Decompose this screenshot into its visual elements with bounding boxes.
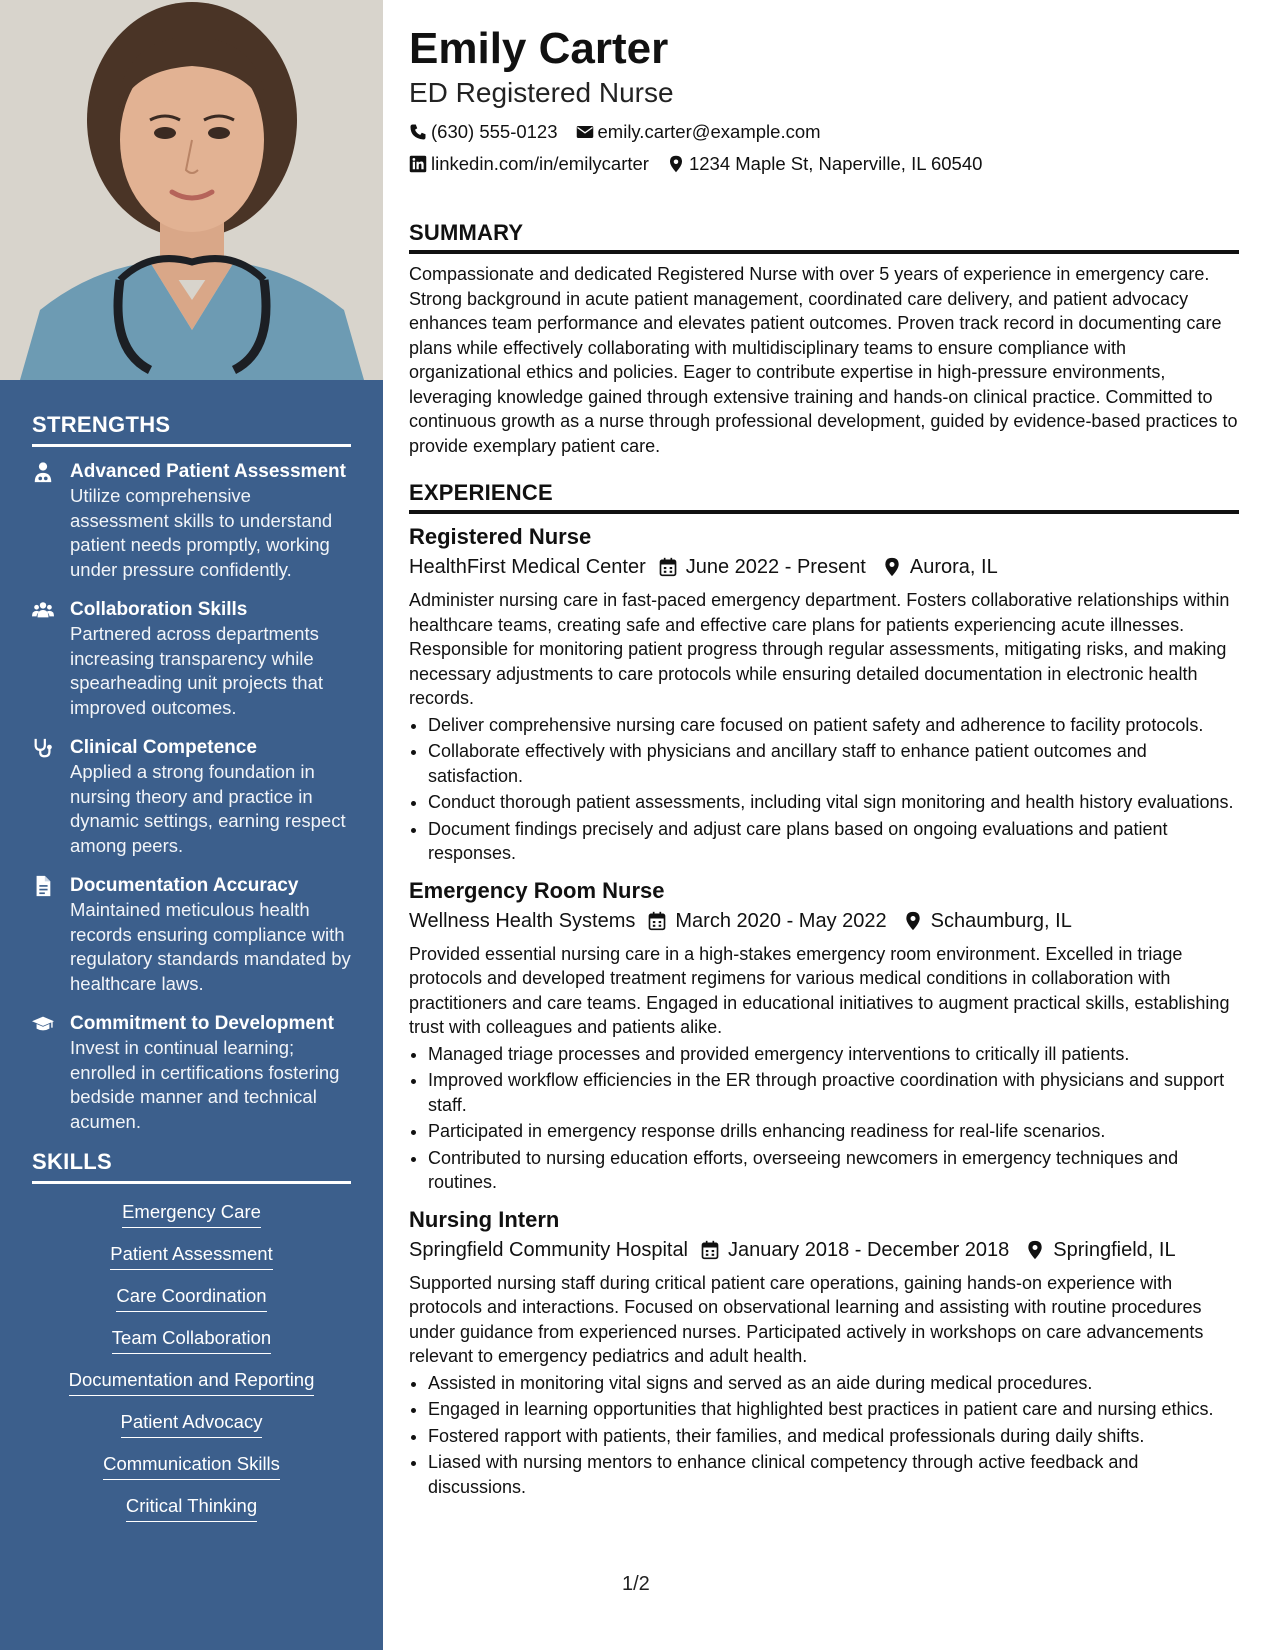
contact-row <box>409 116 1239 148</box>
linkedin-contact[interactable] <box>409 148 649 180</box>
strength-title: Documentation Accuracy <box>70 875 299 896</box>
experience-heading: EXPERIENCE <box>409 480 1239 514</box>
strength-item <box>32 873 351 996</box>
job-bullet: • Deliver comprehensive nursing care focused on patient safety and adherence to facility protocols. <box>428 713 1239 738</box>
address-contact <box>667 148 982 180</box>
map-pin-icon <box>882 557 902 577</box>
summary-text: Compassionate and dedicated Registered Nurse with over 5 years of experience in emergency care. Strong background in acute patient management, coordinated care delivery, and patient advocacy enhances team performance and elevates patient outcomes. Proven track record in documenting care plans while effectively collaborating with multidisciplinary teams to ensure compliance with organizational ethics and policies. Eager to contribute expertise in high-pressure environments, leveraging knowledge gained through extensive training and hands-on clinical practice. Committed to continuous growth as a nurse through professional development, guided by evidence-based practices to provide exemplary patient care. <box>409 264 1238 456</box>
graduation-cap-icon <box>32 1011 70 1134</box>
skill-item: Patient Assessment <box>110 1242 272 1270</box>
job-location: Springfield, IL <box>1053 1238 1176 1261</box>
job-bullets <box>409 713 1239 866</box>
contact-row <box>409 148 1239 180</box>
job-description: Supported nursing staff during critical patient care operations, gaining hands-on experience with protocols and interactions. Focused on observational learning and assisting with routine procedures under guidance from experienced nurses. Participated actively in workshops on care advancements relevant to emergency pediatrics and adult health. <box>409 1272 1204 1366</box>
phone-contact[interactable] <box>409 116 558 148</box>
skill-item: Communication Skills <box>103 1452 280 1480</box>
sidebar-content <box>32 412 351 1536</box>
job-bullet: • Liased with nursing mentors to enhance clinical competency through active feedback and discussions. <box>428 1450 1239 1499</box>
job-dates: June 2022 - Present <box>685 556 866 578</box>
skill-item: Patient Advocacy <box>121 1410 263 1438</box>
strength-title: Collaboration Skills <box>70 599 248 620</box>
calendar-icon <box>647 911 667 931</box>
strength-description: Partnered across departments increasing transparency while spearheading unit projects that improved outcomes. <box>70 623 324 718</box>
strength-description: Utilize comprehensive assessment skills to understand patient needs promptly, working under pressure confidently. <box>70 485 333 580</box>
phone-text: (630) 555-0123 <box>431 121 558 142</box>
job-entry <box>409 522 1239 866</box>
job-bullet: • Fostered rapport with patients, their families, and medical professionals during daily shifts. <box>428 1424 1239 1449</box>
skills-list <box>32 1200 351 1522</box>
job-location: Schaumburg, IL <box>930 909 1072 932</box>
skills-heading: SKILLS <box>32 1149 351 1184</box>
candidate-name: Emily Carter <box>409 24 669 73</box>
job-dates: March 2020 - May 2022 <box>675 909 887 932</box>
map-pin-icon <box>667 155 685 173</box>
strength-title: Commitment to Development <box>70 1013 334 1034</box>
job-bullet: • Document findings precisely and adjust care plans based on ongoing evaluations and patient responses. <box>428 817 1239 866</box>
sidebar <box>0 0 383 1650</box>
document-icon <box>32 873 70 996</box>
job-title: Registered Nurse <box>409 524 592 549</box>
job-bullets <box>409 1042 1239 1195</box>
job-description: Administer nursing care in fast-paced emergency department. Fosters collaborative relationships within healthcare teams, creating safe and effective care plans for patients experiencing acute illnesses. Responsible for monitoring patient progress through regular assessments, mitigating risks, and making necessary adjustments to care protocols while ensuring detailed documentation in electronic health records. <box>409 590 1230 708</box>
job-bullet: • Assisted in monitoring vital signs and served as an aide during medical procedures. <box>428 1371 1239 1396</box>
job-location: Aurora, IL <box>909 556 998 578</box>
job-dates: January 2018 - December 2018 <box>728 1238 1010 1261</box>
job-meta <box>409 906 1239 936</box>
linkedin-icon <box>409 155 427 173</box>
strength-description: Invest in continual learning; enrolled in certifications fostering bedside manner and technical acumen. <box>70 1037 340 1132</box>
doctor-icon <box>32 459 70 582</box>
profile-photo <box>0 0 383 380</box>
candidate-role: ED Registered Nurse <box>409 77 674 108</box>
job-bullet: • Engaged in learning opportunities that highlighted best practices in patient care and nursing ethics. <box>428 1397 1239 1422</box>
job-meta <box>409 552 1239 582</box>
skill-item: Team Collaboration <box>112 1326 271 1354</box>
job-entry <box>409 1205 1239 1500</box>
job-bullet: • Contributed to nursing education efforts, overseeing newcomers in emergency techniques and routines. <box>428 1146 1239 1195</box>
job-bullet: • Participated in emergency response drills enhancing readiness for real-life scenarios. <box>428 1119 1239 1144</box>
job-meta <box>409 1235 1239 1265</box>
job-bullet: • Managed triage processes and provided emergency interventions to critically ill patients. <box>428 1042 1239 1067</box>
job-bullet: • Conduct thorough patient assessments, including vital sign monitoring and health history evaluations. <box>428 790 1239 815</box>
map-pin-icon <box>903 911 923 931</box>
people-icon <box>32 597 70 720</box>
calendar-icon <box>700 1240 720 1260</box>
job-entry <box>409 876 1239 1195</box>
stethoscope-icon <box>32 735 70 858</box>
strength-title: Advanced Patient Assessment <box>70 461 346 482</box>
strength-description: Maintained meticulous health records ensuring compliance with regulatory standards mandated by healthcare laws. <box>70 899 351 994</box>
skill-item: Critical Thinking <box>126 1494 257 1522</box>
summary-heading: SUMMARY <box>409 220 1239 254</box>
job-title: Nursing Intern <box>409 1206 560 1232</box>
main-content <box>409 22 1239 1509</box>
job-bullets <box>409 1371 1239 1500</box>
strength-description: Applied a strong foundation in nursing theory and practice in dynamic settings, earning respect among peers. <box>70 761 346 856</box>
strength-title: Clinical Competence <box>70 737 257 758</box>
linkedin-text: linkedin.com/in/emilycarter <box>431 153 649 174</box>
strength-item <box>32 597 351 720</box>
strengths-heading: STRENGTHS <box>32 412 351 447</box>
employer-name: Springfield Community Hospital <box>409 1238 689 1261</box>
skill-item: Documentation and Reporting <box>69 1368 315 1396</box>
email-contact[interactable] <box>576 116 821 148</box>
job-description: Provided essential nursing care in a high-stakes emergency room environment. Excelled in triage protocols and developed treatment regimens for various medical conditions in collaboration with practitioners and care teams. Engaged in educational initiatives to augment practical skills, establishing trust with colleagues and patients alike. <box>409 943 1230 1037</box>
skill-item: Care Coordination <box>116 1284 266 1312</box>
address-text: 1234 Maple St, Naperville, IL 60540 <box>688 153 983 174</box>
employer-name: Wellness Health Systems <box>409 909 636 932</box>
job-title: Emergency Room Nurse <box>409 877 665 903</box>
skill-item: Emergency Care <box>122 1200 261 1228</box>
strength-item <box>32 735 351 858</box>
job-bullet: • Collaborate effectively with physicians and ancillary staff to enhance patient outcomes and satisfaction. <box>428 739 1239 788</box>
phone-icon <box>409 123 427 141</box>
calendar-icon <box>658 557 678 577</box>
email-text: emily.carter@example.com <box>597 121 821 142</box>
job-bullet: • Improved workflow efficiencies in the ER through proactive coordination with physicians and support staff. <box>428 1068 1239 1117</box>
strength-item <box>32 1011 351 1134</box>
envelope-icon <box>576 123 594 141</box>
map-pin-icon <box>1025 1240 1045 1260</box>
strength-item <box>32 459 351 582</box>
page-number: 1/2 <box>622 1573 650 1595</box>
employer-name: HealthFirst Medical Center <box>409 556 646 578</box>
